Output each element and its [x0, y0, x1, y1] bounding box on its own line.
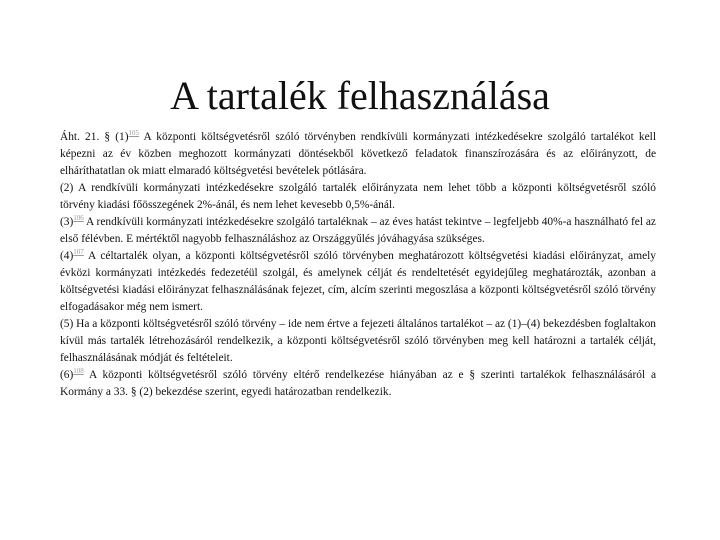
paragraph-2 — [60, 180, 656, 214]
footnote-link-106[interactable]: 106 — [73, 214, 84, 223]
footnote-link-105[interactable]: 105 — [128, 129, 140, 138]
paragraph-3-prefix: (3) — [60, 216, 74, 228]
paragraph-5-text: (5) Ha a központi költségvetésről szóló törvény – ide nem értve a fejezeti általános tartalékot – az (1)–(4) bekezdésben foglaltakon kívül más tartalék létrehozásáról rendelkezik, a központi költségvetésről szóló törvényben meg kell határozni a tartalék célját, felhasználásának módját és feltételeit. — [60, 318, 656, 364]
paragraph-4-text: A céltartalék olyan, a központi költségvetésről szóló törvényben meghatározott költségvetési kiadási előirányzat, amely évközi kormányzati intézkedés fedezetéül szolgál, és amelynek célját és rendeltetését egyidejűleg meghatározták, azonban a költségvetési kiadási előirányzat felhasználásának fejezet, cím, alcím szerinti megoszlása a központi költségvetésről szóló törvény elfogadásakor még nem ismert. — [60, 250, 656, 313]
paragraph-1 — [60, 129, 656, 180]
paragraph-1-text: A központi költségvetésről szóló törvényben rendkívüli kormányzati intézkedésekre szolgáló tartalékot kell képezni az év közben meghozott kormányzati döntésekből következő feladatok finanszírozására és az előirányzott, de elháríthatatlan ok miatt elmaradó költségvetési bevételek pótlására. — [60, 131, 656, 177]
paragraph-3-text: A rendkívüli kormányzati intézkedésekre szolgáló tartaléknak – az éves hatást tekintve – legfeljebb 40%-a használható fel az első félévben. E mértéktől nagyobb felhasználáshoz az Országgyűlés jóváhagyása szükséges. — [60, 216, 656, 245]
paragraph-2-text: (2) A rendkívüli kormányzati intézkedésekre szolgáló tartalék előirányzata nem lehet több a központi költségvetésről szóló törvény kiadási főösszegének 2%-ánál, és nem lehet kevesebb 0,5%-ánál. — [60, 182, 656, 211]
paragraph-4 — [60, 248, 656, 316]
paragraph-6-text: A központi költségvetésről szóló törvény eltérő rendelkezése hiányában az e § szerinti tartalékok felhasználásáról a Kormány a 33. § (2) bekezdése szerint, egyedi határozatban rendelkezik. — [60, 369, 656, 398]
footnote-link-107[interactable]: 107 — [73, 248, 84, 257]
paragraph-6-prefix: (6) — [60, 369, 74, 381]
paragraph-4-prefix: (4) — [60, 250, 74, 262]
paragraph-3 — [60, 214, 656, 248]
body-text — [60, 129, 656, 401]
page-title: A tartalék felhasználása — [170, 73, 550, 118]
paragraph-6 — [60, 367, 656, 401]
paragraph-5 — [60, 316, 656, 367]
paragraph-1-prefix: Áht. 21. § (1) — [60, 131, 129, 143]
footnote-link-108[interactable]: 108 — [73, 367, 84, 376]
